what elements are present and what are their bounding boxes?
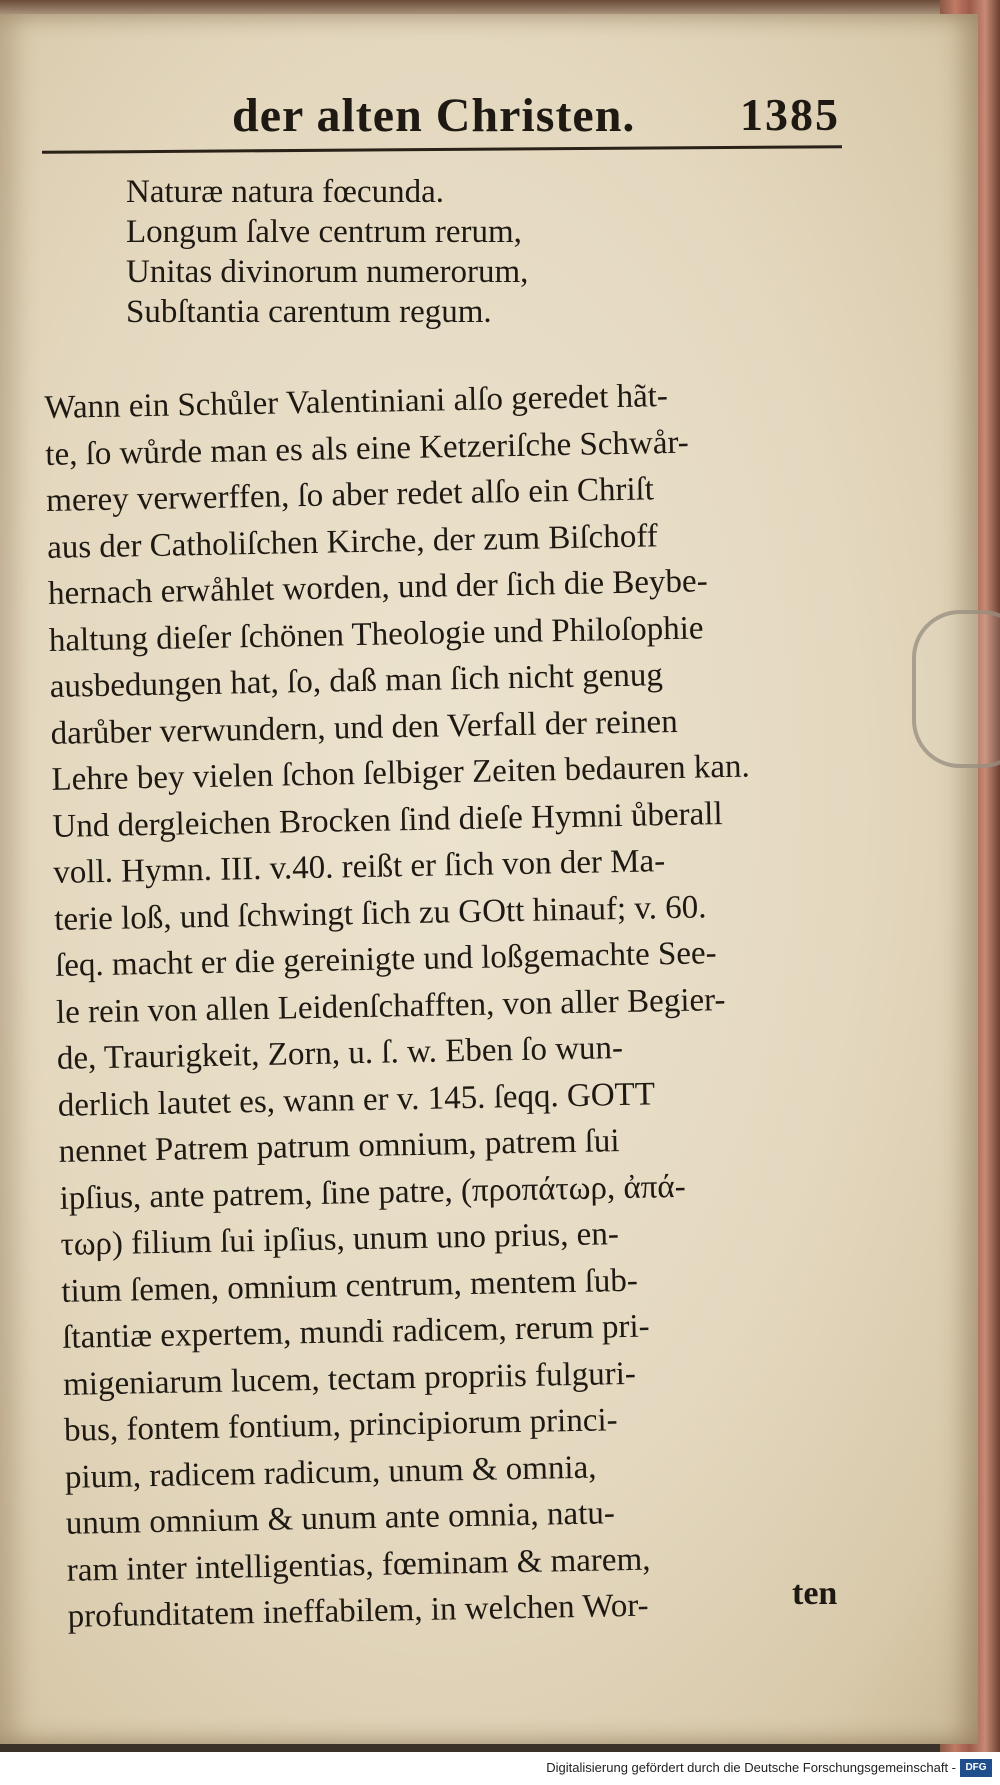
body-line: Lehre bey vielen ſchon ſelbiger Zeiten bedauren kan.	[51, 748, 751, 798]
dfg-logo: DFG	[960, 1759, 992, 1777]
body-line: ſeq. macht er die gereinigte und loßgemachte See-	[54, 935, 717, 984]
body-line: migeniarum lucem, tectam propriis fulguri-	[62, 1355, 637, 1403]
verse-line: Naturæ natura fœcunda.	[126, 174, 444, 210]
body-line: τωρ) filium ſui ipſius, unum uno prius, en-	[60, 1216, 620, 1263]
body-line: pium, radicem radicum, unum & omnia,	[64, 1449, 597, 1496]
footer-credit: Digitalisierung gefördert durch die Deutsche Forschungsgemeinschaft -	[546, 1760, 956, 1775]
body-line: voll. Hymn. III. v.40. reißt er ſich von der Ma-	[53, 843, 666, 891]
body-line: Und dergleichen Brocken ſind dieſe Hymni ůberall	[52, 795, 723, 845]
body-line: ſtantiæ expertem, mundi radicem, rerum pri-	[61, 1308, 650, 1356]
page-clip	[912, 610, 1000, 768]
body-line: bus, fontem fontium, principiorum princi-	[63, 1402, 618, 1449]
body-line: aus der Catholiſchen Kirche, der zum Biſchoff	[46, 517, 658, 566]
body-line: darůber verwundern, und den Verfall der reinen	[50, 703, 678, 752]
body-line: de, Traurigkeit, Zorn, u. ſ. w. Eben ſo wun-	[56, 1030, 624, 1077]
body-line: derlich lautet es, wann er v. 145. ſeqq. GOTT	[57, 1075, 656, 1124]
body-text	[44, 372, 766, 1641]
body-line: tium ſemen, omnium centrum, mentem ſub-	[61, 1262, 639, 1310]
page-number: 1385	[740, 89, 840, 140]
body-line: ram inter intelligentias, fœminam & marem,	[66, 1541, 651, 1589]
body-line: ipſius, ante patrem, ſine patre, (προπάτωρ, ἀπά-	[59, 1168, 686, 1217]
body-line: Wann ein Schůler Valentiniani alſo geredet hãt-	[44, 378, 669, 426]
catchword: ten	[792, 1575, 838, 1612]
body-line: te, ſo wůrde man es als eine Ketzeriſche Schwår-	[44, 424, 690, 473]
body-line: unum omnium & unum ante omnia, natu-	[65, 1495, 616, 1542]
body-line: terie loß, und ſchwingt ſich zu GOtt hinauf; v. 60.	[53, 888, 707, 938]
body-line: nennet Patrem patrum omnium, patrem ſui	[58, 1123, 620, 1170]
body-line: hernach erwåhlet worden, und der ſich die Beybe-	[47, 563, 708, 612]
verse-line: Longum ſalve centrum rerum,	[126, 214, 522, 250]
verse-line: Unitas divinorum numerorum,	[126, 254, 529, 290]
body-line: haltung dieſer ſchönen Theologie und Philoſophie	[48, 609, 704, 659]
running-title: der alten Christen.	[232, 89, 636, 142]
body-line: le rein von allen Leidenſchafften, von aller Begier-	[55, 981, 726, 1031]
verse-block	[126, 172, 528, 332]
body-line: profunditatem ineffabilem, in welchen Wor-	[67, 1587, 649, 1635]
verse-line: Subſtantia carentum regum.	[126, 294, 492, 330]
body-line: merey verwerffen, ſo aber redet alſo ein Chriſt	[45, 471, 655, 519]
body-line: ausbedungen hat, ſo, daß man ſich nicht genug	[49, 657, 664, 705]
